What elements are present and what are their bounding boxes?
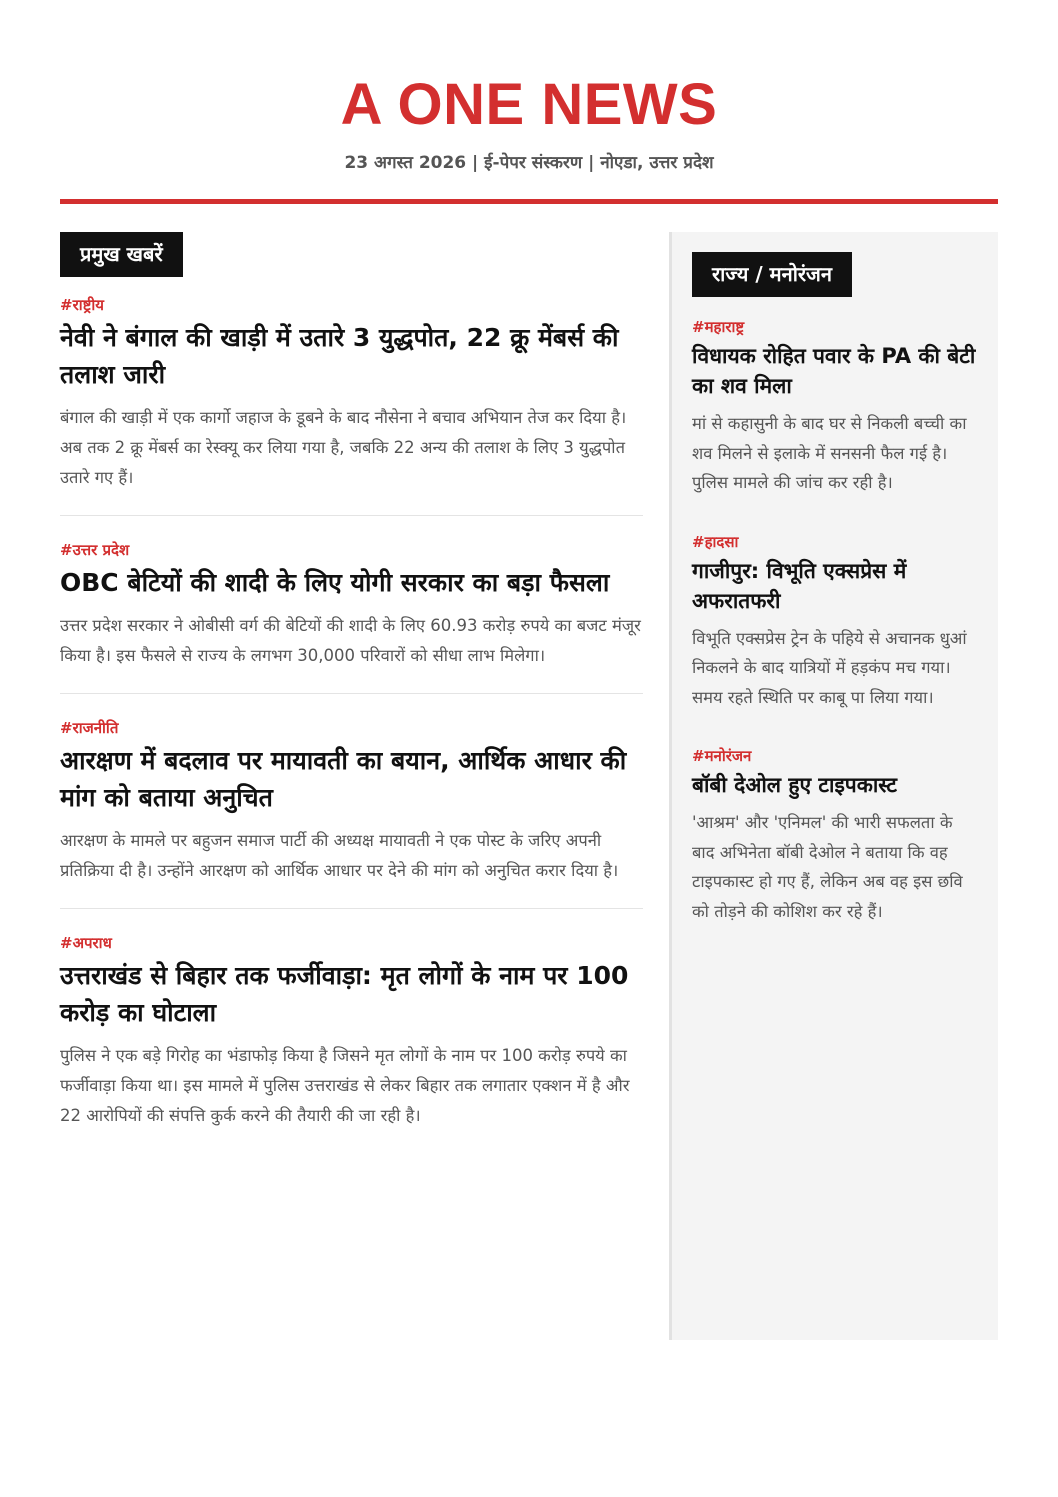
news-article[interactable] (60, 718, 643, 909)
masthead-divider (60, 199, 998, 204)
article-summary: उत्तर प्रदेश सरकार ने ओबीसी वर्ग की बेटियों की शादी के लिए 60.93 करोड़ रुपये का बजट मंजूर किया है। इस फैसले से राज्य के लगभग 30,000 परिवारों को सीधा लाभ मिलेगा। (60, 616, 641, 665)
newspaper-logo: A ONE NEWS (340, 72, 718, 137)
sidebar-article[interactable] (692, 746, 978, 926)
article-tag[interactable]: #अपराध (60, 934, 112, 952)
sidebar-article-summary: विभूति एक्सप्रेस ट्रेन के पहिये से अचानक धुआं निकलने के बाद यात्रियों में हड़कंप मच गया। समय रहते स्थिति पर काबू पा लिया गया। (692, 628, 967, 707)
article-summary: पुलिस ने एक बड़े गिरोह का भंडाफोड़ किया है जिसने मृत लोगों के नाम पर 100 करोड़ रुपये का फर्जीवाड़ा किया था। इस मामले में पुलिस उत्तराखंड से लेकर बिहार तक लगातार एक्शन में है और 22 आरोपियों की संपत्ति कुर्क करने की तैयारी की जा रही है। (60, 1046, 630, 1125)
article-tag[interactable]: #उत्तर प्रदेश (60, 541, 130, 559)
main-column (60, 232, 643, 1177)
sidebar-article-headline[interactable]: गाजीपुर: विभूति एक्सप्रेस में अफरातफरी (692, 558, 907, 613)
section-label-state-entertainment: राज्य / मनोरंजन (692, 252, 852, 297)
sidebar-article-summary: 'आश्रम' और 'एनिमल' की भारी सफलता के बाद अभिनेता बॉबी देओल ने बताया कि वह टाइपकास्ट हो गए हैं, लेकिन अब वह इस छवि को तोड़ने की कोशिश कर रहे हैं। (692, 813, 963, 921)
article-summary: आरक्षण के मामले पर बहुजन समाज पार्टी की अध्यक्ष मायावती ने एक पोस्ट के जरिए अपनी प्रतिक्रिया दी है। उन्होंने आरक्षण को आर्थिक आधार पर देने की मांग को अनुचित करार दिया है। (60, 831, 619, 880)
article-headline[interactable]: उत्तराखंड से बिहार तक फर्जीवाड़ा: मृत लोगों के नाम पर 100 करोड़ का घोटाला (60, 961, 629, 1027)
sidebar-article-tag[interactable]: #महाराष्ट्र (692, 318, 745, 336)
edition-line: 23 अगस्त 2026 | ई-पेपर संस्करण | नोएडा, उत्तर प्रदेश (344, 153, 714, 173)
masthead (60, 70, 998, 174)
article-tag[interactable]: #राजनीति (60, 719, 119, 737)
sidebar-article-tag[interactable]: #मनोरंजन (692, 747, 752, 765)
section-label-top-news: प्रमुख खबरें (60, 232, 183, 277)
news-article[interactable] (60, 295, 643, 516)
sidebar-article[interactable] (692, 317, 978, 498)
article-tag[interactable]: #राष्ट्रीय (60, 296, 104, 314)
article-summary: बंगाल की खाड़ी में एक कार्गो जहाज के डूबने के बाद नौसेना ने बचाव अभियान तेज कर दिया है। अब तक 2 क्रू मेंबर्स का रेस्क्यू कर लिया गया है, जबकि 22 अन्य की तलाश के लिए 3 युद्धपोत उतारे गए हैं। (60, 408, 627, 487)
article-headline[interactable]: नेवी ने बंगाल की खाड़ी में उतारे 3 युद्धपोत, 22 क्रू मेंबर्स की तलाश जारी (60, 323, 619, 389)
sidebar-article-headline[interactable]: विधायक रोहित पवार के PA की बेटी का शव मिला (692, 344, 976, 398)
sidebar-article[interactable] (692, 532, 978, 713)
sidebar-article-headline[interactable]: बॉबी देओल हुए टाइपकास्ट (692, 773, 898, 797)
sidebar-article-summary: मां से कहासुनी के बाद घर से निकली बच्ची का शव मिलने से इलाके में सनसनी फैल गई है। पुलिस मामले की जांच कर रही है। (692, 414, 967, 492)
article-headline[interactable]: आरक्षण में बदलाव पर मायावती का बयान, आर्थिक आधार की मांग को बताया अनुचित (60, 746, 627, 812)
news-article[interactable] (60, 933, 643, 1153)
news-article[interactable] (60, 540, 643, 694)
sidebar-article-tag[interactable]: #हादसा (692, 532, 739, 551)
article-headline[interactable]: OBC बेटियों की शादी के लिए योगी सरकार का बड़ा फैसला (60, 568, 610, 597)
sidebar-column (669, 232, 998, 1340)
